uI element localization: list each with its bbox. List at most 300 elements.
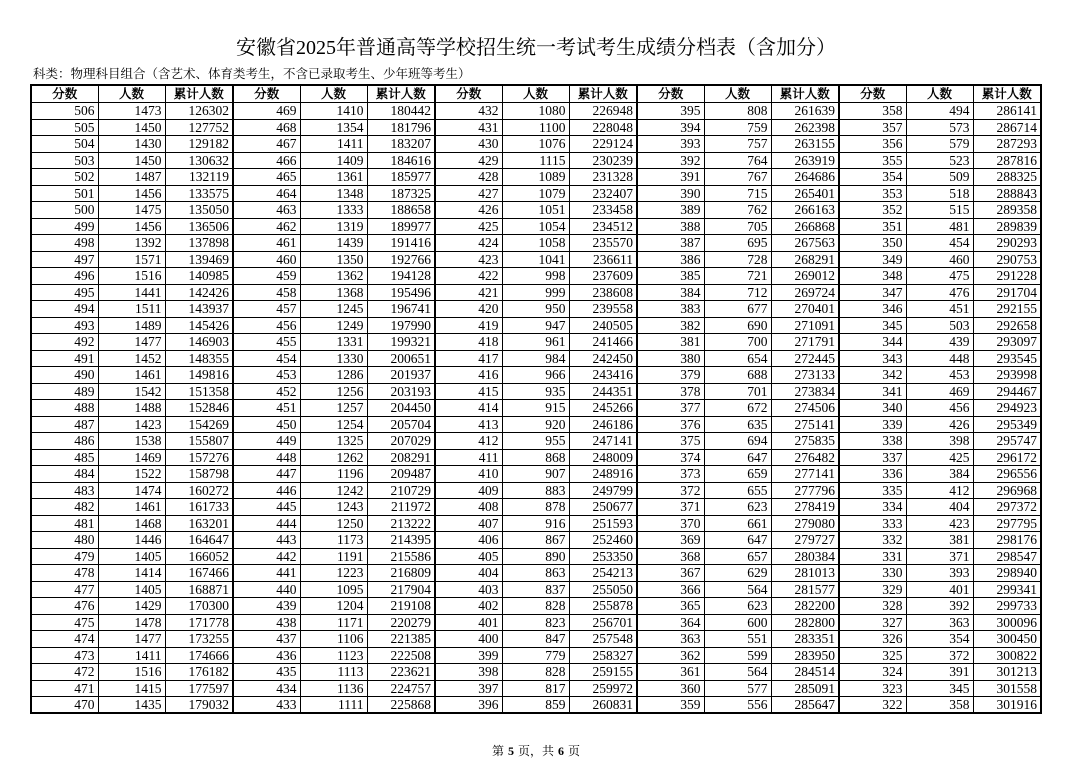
cumulative-count-cell: 286141 bbox=[973, 103, 1041, 120]
count-cell: 654 bbox=[704, 350, 771, 367]
footer-mid: 页，共 bbox=[517, 744, 554, 758]
score-cell: 339 bbox=[839, 416, 906, 433]
score-cell: 396 bbox=[435, 697, 502, 714]
count-cell: 868 bbox=[502, 449, 569, 466]
score-cell: 473 bbox=[31, 647, 98, 664]
cumulative-count-cell: 283351 bbox=[771, 631, 839, 648]
cumulative-count-cell: 274506 bbox=[771, 400, 839, 417]
score-cell: 482 bbox=[31, 499, 98, 516]
cumulative-count-cell: 288843 bbox=[973, 185, 1041, 202]
score-cell: 392 bbox=[637, 152, 704, 169]
count-cell: 1450 bbox=[98, 119, 165, 136]
count-cell: 1411 bbox=[300, 136, 367, 153]
cumulative-count-cell: 253350 bbox=[569, 548, 637, 565]
count-cell: 518 bbox=[906, 185, 973, 202]
count-cell: 1474 bbox=[98, 482, 165, 499]
cumulative-count-cell: 133575 bbox=[165, 185, 233, 202]
cumulative-count-cell: 158798 bbox=[165, 466, 233, 483]
score-cell: 499 bbox=[31, 218, 98, 235]
score-cell: 467 bbox=[233, 136, 300, 153]
count-cell: 439 bbox=[906, 334, 973, 351]
count-cell: 391 bbox=[906, 664, 973, 681]
cumulative-count-cell: 261639 bbox=[771, 103, 839, 120]
count-cell: 779 bbox=[502, 647, 569, 664]
count-cell: 401 bbox=[906, 581, 973, 598]
count-cell: 694 bbox=[704, 433, 771, 450]
count-cell: 1106 bbox=[300, 631, 367, 648]
count-cell: 1489 bbox=[98, 317, 165, 334]
score-cell: 388 bbox=[637, 218, 704, 235]
cumulative-count-cell: 245266 bbox=[569, 400, 637, 417]
cumulative-count-cell: 214395 bbox=[367, 532, 435, 549]
count-cell: 1245 bbox=[300, 301, 367, 318]
table-row bbox=[31, 119, 1041, 136]
score-cell: 463 bbox=[233, 202, 300, 219]
score-cell: 412 bbox=[435, 433, 502, 450]
cumulative-count-cell: 251593 bbox=[569, 515, 637, 532]
score-cell: 347 bbox=[839, 284, 906, 301]
score-cell: 370 bbox=[637, 515, 704, 532]
score-cell: 382 bbox=[637, 317, 704, 334]
score-cell: 489 bbox=[31, 383, 98, 400]
count-cell: 599 bbox=[704, 647, 771, 664]
cumulative-count-cell: 205704 bbox=[367, 416, 435, 433]
cumulative-count-cell: 289358 bbox=[973, 202, 1041, 219]
score-cell: 335 bbox=[839, 482, 906, 499]
cumulative-count-cell: 137898 bbox=[165, 235, 233, 252]
score-cell: 470 bbox=[31, 697, 98, 714]
count-cell: 1204 bbox=[300, 598, 367, 615]
score-cell: 450 bbox=[233, 416, 300, 433]
table-row bbox=[31, 499, 1041, 516]
score-cell: 402 bbox=[435, 598, 502, 615]
cumulative-count-cell: 282200 bbox=[771, 598, 839, 615]
header-score: 分数 bbox=[31, 85, 98, 103]
cumulative-count-cell: 296172 bbox=[973, 449, 1041, 466]
score-cell: 421 bbox=[435, 284, 502, 301]
count-cell: 915 bbox=[502, 400, 569, 417]
table-row bbox=[31, 466, 1041, 483]
score-cell: 395 bbox=[637, 103, 704, 120]
count-cell: 456 bbox=[906, 400, 973, 417]
cumulative-count-cell: 179032 bbox=[165, 697, 233, 714]
score-cell: 488 bbox=[31, 400, 98, 417]
count-cell: 1368 bbox=[300, 284, 367, 301]
cumulative-count-cell: 167466 bbox=[165, 565, 233, 582]
score-cell: 423 bbox=[435, 251, 502, 268]
count-cell: 1468 bbox=[98, 515, 165, 532]
cumulative-count-cell: 246186 bbox=[569, 416, 637, 433]
score-cell: 494 bbox=[31, 301, 98, 318]
cumulative-count-cell: 136506 bbox=[165, 218, 233, 235]
score-cell: 411 bbox=[435, 449, 502, 466]
count-cell: 1392 bbox=[98, 235, 165, 252]
count-cell: 635 bbox=[704, 416, 771, 433]
score-cell: 437 bbox=[233, 631, 300, 648]
count-cell: 1475 bbox=[98, 202, 165, 219]
table-row bbox=[31, 383, 1041, 400]
score-cell: 468 bbox=[233, 119, 300, 136]
cumulative-count-cell: 221385 bbox=[367, 631, 435, 648]
count-cell: 1452 bbox=[98, 350, 165, 367]
score-cell: 366 bbox=[637, 581, 704, 598]
score-cell: 346 bbox=[839, 301, 906, 318]
cumulative-count-cell: 271791 bbox=[771, 334, 839, 351]
table-row bbox=[31, 400, 1041, 417]
score-cell: 471 bbox=[31, 680, 98, 697]
count-cell: 1516 bbox=[98, 664, 165, 681]
count-cell: 476 bbox=[906, 284, 973, 301]
footer-prefix: 第 bbox=[491, 744, 504, 758]
score-cell: 420 bbox=[435, 301, 502, 318]
count-cell: 623 bbox=[704, 499, 771, 516]
cumulative-count-cell: 258327 bbox=[569, 647, 637, 664]
table-row bbox=[31, 449, 1041, 466]
score-cell: 350 bbox=[839, 235, 906, 252]
count-cell: 475 bbox=[906, 268, 973, 285]
score-cell: 334 bbox=[839, 499, 906, 516]
count-cell: 890 bbox=[502, 548, 569, 565]
count-cell: 1423 bbox=[98, 416, 165, 433]
cumulative-count-cell: 237609 bbox=[569, 268, 637, 285]
score-cell: 506 bbox=[31, 103, 98, 120]
score-cell: 498 bbox=[31, 235, 98, 252]
score-distribution-table bbox=[30, 84, 1042, 714]
score-cell: 457 bbox=[233, 301, 300, 318]
cumulative-count-cell: 242450 bbox=[569, 350, 637, 367]
count-cell: 372 bbox=[906, 647, 973, 664]
score-cell: 359 bbox=[637, 697, 704, 714]
table-row bbox=[31, 251, 1041, 268]
cumulative-count-cell: 129182 bbox=[165, 136, 233, 153]
score-cell: 456 bbox=[233, 317, 300, 334]
count-cell: 1254 bbox=[300, 416, 367, 433]
cumulative-count-cell: 294467 bbox=[973, 383, 1041, 400]
cumulative-count-cell: 273133 bbox=[771, 367, 839, 384]
score-cell: 427 bbox=[435, 185, 502, 202]
count-cell: 655 bbox=[704, 482, 771, 499]
table-row bbox=[31, 350, 1041, 367]
count-cell: 1054 bbox=[502, 218, 569, 235]
cumulative-count-cell: 168871 bbox=[165, 581, 233, 598]
cumulative-count-cell: 263155 bbox=[771, 136, 839, 153]
header-cumulative-count: 累计人数 bbox=[973, 85, 1041, 103]
count-cell: 523 bbox=[906, 152, 973, 169]
cumulative-count-cell: 184616 bbox=[367, 152, 435, 169]
table-row bbox=[31, 631, 1041, 648]
count-cell: 1571 bbox=[98, 251, 165, 268]
score-cell: 487 bbox=[31, 416, 98, 433]
header-score: 分数 bbox=[839, 85, 906, 103]
cumulative-count-cell: 250677 bbox=[569, 499, 637, 516]
score-cell: 368 bbox=[637, 548, 704, 565]
score-cell: 479 bbox=[31, 548, 98, 565]
score-cell: 391 bbox=[637, 169, 704, 186]
score-cell: 424 bbox=[435, 235, 502, 252]
count-cell: 647 bbox=[704, 449, 771, 466]
score-cell: 356 bbox=[839, 136, 906, 153]
score-cell: 438 bbox=[233, 614, 300, 631]
count-cell: 393 bbox=[906, 565, 973, 582]
score-cell: 373 bbox=[637, 466, 704, 483]
score-cell: 422 bbox=[435, 268, 502, 285]
count-cell: 1080 bbox=[502, 103, 569, 120]
count-cell: 425 bbox=[906, 449, 973, 466]
count-cell: 1461 bbox=[98, 499, 165, 516]
count-cell: 867 bbox=[502, 532, 569, 549]
score-cell: 490 bbox=[31, 367, 98, 384]
count-cell: 564 bbox=[704, 581, 771, 598]
count-cell: 863 bbox=[502, 565, 569, 582]
cumulative-count-cell: 154269 bbox=[165, 416, 233, 433]
score-cell: 399 bbox=[435, 647, 502, 664]
cumulative-count-cell: 183207 bbox=[367, 136, 435, 153]
table-row bbox=[31, 548, 1041, 565]
table-row bbox=[31, 515, 1041, 532]
score-cell: 341 bbox=[839, 383, 906, 400]
cumulative-count-cell: 299733 bbox=[973, 598, 1041, 615]
score-cell: 328 bbox=[839, 598, 906, 615]
score-cell: 458 bbox=[233, 284, 300, 301]
cumulative-count-cell: 273834 bbox=[771, 383, 839, 400]
cumulative-count-cell: 275141 bbox=[771, 416, 839, 433]
cumulative-count-cell: 148355 bbox=[165, 350, 233, 367]
count-cell: 1414 bbox=[98, 565, 165, 582]
score-cell: 352 bbox=[839, 202, 906, 219]
cumulative-count-cell: 215586 bbox=[367, 548, 435, 565]
cumulative-count-cell: 248916 bbox=[569, 466, 637, 483]
count-cell: 579 bbox=[906, 136, 973, 153]
cumulative-count-cell: 219108 bbox=[367, 598, 435, 615]
table-row bbox=[31, 647, 1041, 664]
score-cell: 439 bbox=[233, 598, 300, 615]
score-cell: 442 bbox=[233, 548, 300, 565]
cumulative-count-cell: 204450 bbox=[367, 400, 435, 417]
count-cell: 1405 bbox=[98, 581, 165, 598]
count-cell: 695 bbox=[704, 235, 771, 252]
count-cell: 1469 bbox=[98, 449, 165, 466]
table-row bbox=[31, 614, 1041, 631]
score-cell: 378 bbox=[637, 383, 704, 400]
count-cell: 657 bbox=[704, 548, 771, 565]
score-cell: 447 bbox=[233, 466, 300, 483]
cumulative-count-cell: 275835 bbox=[771, 433, 839, 450]
score-cell: 375 bbox=[637, 433, 704, 450]
score-cell: 429 bbox=[435, 152, 502, 169]
cumulative-count-cell: 291704 bbox=[973, 284, 1041, 301]
count-cell: 1089 bbox=[502, 169, 569, 186]
score-cell: 413 bbox=[435, 416, 502, 433]
table-row bbox=[31, 301, 1041, 318]
score-cell: 433 bbox=[233, 697, 300, 714]
score-cell: 383 bbox=[637, 301, 704, 318]
score-cell: 380 bbox=[637, 350, 704, 367]
count-cell: 1511 bbox=[98, 301, 165, 318]
cumulative-count-cell: 142426 bbox=[165, 284, 233, 301]
score-cell: 345 bbox=[839, 317, 906, 334]
cumulative-count-cell: 265401 bbox=[771, 185, 839, 202]
count-cell: 1262 bbox=[300, 449, 367, 466]
table-row bbox=[31, 680, 1041, 697]
count-cell: 1123 bbox=[300, 647, 367, 664]
score-cell: 495 bbox=[31, 284, 98, 301]
count-cell: 1076 bbox=[502, 136, 569, 153]
cumulative-count-cell: 259972 bbox=[569, 680, 637, 697]
cumulative-count-cell: 224757 bbox=[367, 680, 435, 697]
cumulative-count-cell: 276482 bbox=[771, 449, 839, 466]
count-cell: 1411 bbox=[98, 647, 165, 664]
count-cell: 817 bbox=[502, 680, 569, 697]
table-row bbox=[31, 334, 1041, 351]
score-cell: 385 bbox=[637, 268, 704, 285]
cumulative-count-cell: 149816 bbox=[165, 367, 233, 384]
score-cell: 355 bbox=[839, 152, 906, 169]
score-cell: 397 bbox=[435, 680, 502, 697]
score-cell: 409 bbox=[435, 482, 502, 499]
cumulative-count-cell: 211972 bbox=[367, 499, 435, 516]
count-cell: 451 bbox=[906, 301, 973, 318]
score-cell: 337 bbox=[839, 449, 906, 466]
score-cell: 444 bbox=[233, 515, 300, 532]
cumulative-count-cell: 281577 bbox=[771, 581, 839, 598]
count-cell: 1095 bbox=[300, 581, 367, 598]
count-cell: 358 bbox=[906, 697, 973, 714]
count-cell: 677 bbox=[704, 301, 771, 318]
score-cell: 325 bbox=[839, 647, 906, 664]
count-cell: 629 bbox=[704, 565, 771, 582]
cumulative-count-cell: 240505 bbox=[569, 317, 637, 334]
header-cumulative-count: 累计人数 bbox=[165, 85, 233, 103]
cumulative-count-cell: 194128 bbox=[367, 268, 435, 285]
score-cell: 484 bbox=[31, 466, 98, 483]
cumulative-count-cell: 278419 bbox=[771, 499, 839, 516]
cumulative-count-cell: 266868 bbox=[771, 218, 839, 235]
cumulative-count-cell: 210729 bbox=[367, 482, 435, 499]
cumulative-count-cell: 143937 bbox=[165, 301, 233, 318]
cumulative-count-cell: 238608 bbox=[569, 284, 637, 301]
count-cell: 961 bbox=[502, 334, 569, 351]
count-cell: 878 bbox=[502, 499, 569, 516]
score-cell: 360 bbox=[637, 680, 704, 697]
count-cell: 828 bbox=[502, 664, 569, 681]
score-cell: 451 bbox=[233, 400, 300, 417]
score-cell: 454 bbox=[233, 350, 300, 367]
cumulative-count-cell: 298547 bbox=[973, 548, 1041, 565]
count-cell: 700 bbox=[704, 334, 771, 351]
score-cell: 459 bbox=[233, 268, 300, 285]
score-cell: 503 bbox=[31, 152, 98, 169]
table-row bbox=[31, 268, 1041, 285]
count-cell: 503 bbox=[906, 317, 973, 334]
cumulative-count-cell: 286714 bbox=[973, 119, 1041, 136]
count-cell: 1538 bbox=[98, 433, 165, 450]
count-cell: 999 bbox=[502, 284, 569, 301]
count-cell: 837 bbox=[502, 581, 569, 598]
count-cell: 1115 bbox=[502, 152, 569, 169]
score-cell: 369 bbox=[637, 532, 704, 549]
cumulative-count-cell: 290293 bbox=[973, 235, 1041, 252]
count-cell: 453 bbox=[906, 367, 973, 384]
count-cell: 1542 bbox=[98, 383, 165, 400]
cumulative-count-cell: 223621 bbox=[367, 664, 435, 681]
cumulative-count-cell: 216809 bbox=[367, 565, 435, 582]
score-cell: 486 bbox=[31, 433, 98, 450]
score-cell: 374 bbox=[637, 449, 704, 466]
count-cell: 481 bbox=[906, 218, 973, 235]
cumulative-count-cell: 298176 bbox=[973, 532, 1041, 549]
score-cell: 485 bbox=[31, 449, 98, 466]
score-cell: 462 bbox=[233, 218, 300, 235]
score-cell: 504 bbox=[31, 136, 98, 153]
count-cell: 947 bbox=[502, 317, 569, 334]
score-cell: 453 bbox=[233, 367, 300, 384]
cumulative-count-cell: 295747 bbox=[973, 433, 1041, 450]
cumulative-count-cell: 203193 bbox=[367, 383, 435, 400]
cumulative-count-cell: 256701 bbox=[569, 614, 637, 631]
count-cell: 460 bbox=[906, 251, 973, 268]
score-cell: 367 bbox=[637, 565, 704, 582]
cumulative-count-cell: 197990 bbox=[367, 317, 435, 334]
cumulative-count-cell: 296968 bbox=[973, 482, 1041, 499]
count-cell: 1461 bbox=[98, 367, 165, 384]
score-cell: 431 bbox=[435, 119, 502, 136]
count-cell: 916 bbox=[502, 515, 569, 532]
count-cell: 721 bbox=[704, 268, 771, 285]
count-cell: 1173 bbox=[300, 532, 367, 549]
count-cell: 1286 bbox=[300, 367, 367, 384]
cumulative-count-cell: 226948 bbox=[569, 103, 637, 120]
count-cell: 759 bbox=[704, 119, 771, 136]
count-cell: 1191 bbox=[300, 548, 367, 565]
score-cell: 481 bbox=[31, 515, 98, 532]
score-cell: 358 bbox=[839, 103, 906, 120]
score-cell: 371 bbox=[637, 499, 704, 516]
cumulative-count-cell: 166052 bbox=[165, 548, 233, 565]
count-cell: 950 bbox=[502, 301, 569, 318]
cumulative-count-cell: 287816 bbox=[973, 152, 1041, 169]
footer-current-page: 5 bbox=[507, 744, 514, 758]
score-cell: 344 bbox=[839, 334, 906, 351]
score-cell: 497 bbox=[31, 251, 98, 268]
count-cell: 712 bbox=[704, 284, 771, 301]
count-cell: 1415 bbox=[98, 680, 165, 697]
count-cell: 1441 bbox=[98, 284, 165, 301]
cumulative-count-cell: 201937 bbox=[367, 367, 435, 384]
table-row bbox=[31, 317, 1041, 334]
score-cell: 351 bbox=[839, 218, 906, 235]
score-cell: 365 bbox=[637, 598, 704, 615]
count-cell: 1456 bbox=[98, 218, 165, 235]
count-cell: 1348 bbox=[300, 185, 367, 202]
count-cell: 661 bbox=[704, 515, 771, 532]
count-cell: 808 bbox=[704, 103, 771, 120]
page-title: 安徽省2025年普通高等学校招生统一考试考生成绩分档表（含加分） bbox=[236, 37, 836, 59]
table-row bbox=[31, 136, 1041, 153]
score-cell: 410 bbox=[435, 466, 502, 483]
cumulative-count-cell: 269012 bbox=[771, 268, 839, 285]
count-cell: 1439 bbox=[300, 235, 367, 252]
cumulative-count-cell: 236611 bbox=[569, 251, 637, 268]
count-cell: 509 bbox=[906, 169, 973, 186]
score-cell: 363 bbox=[637, 631, 704, 648]
score-cell: 466 bbox=[233, 152, 300, 169]
count-cell: 659 bbox=[704, 466, 771, 483]
count-cell: 1516 bbox=[98, 268, 165, 285]
count-cell: 354 bbox=[906, 631, 973, 648]
cumulative-count-cell: 132119 bbox=[165, 169, 233, 186]
score-cell: 329 bbox=[839, 581, 906, 598]
score-cell: 505 bbox=[31, 119, 98, 136]
